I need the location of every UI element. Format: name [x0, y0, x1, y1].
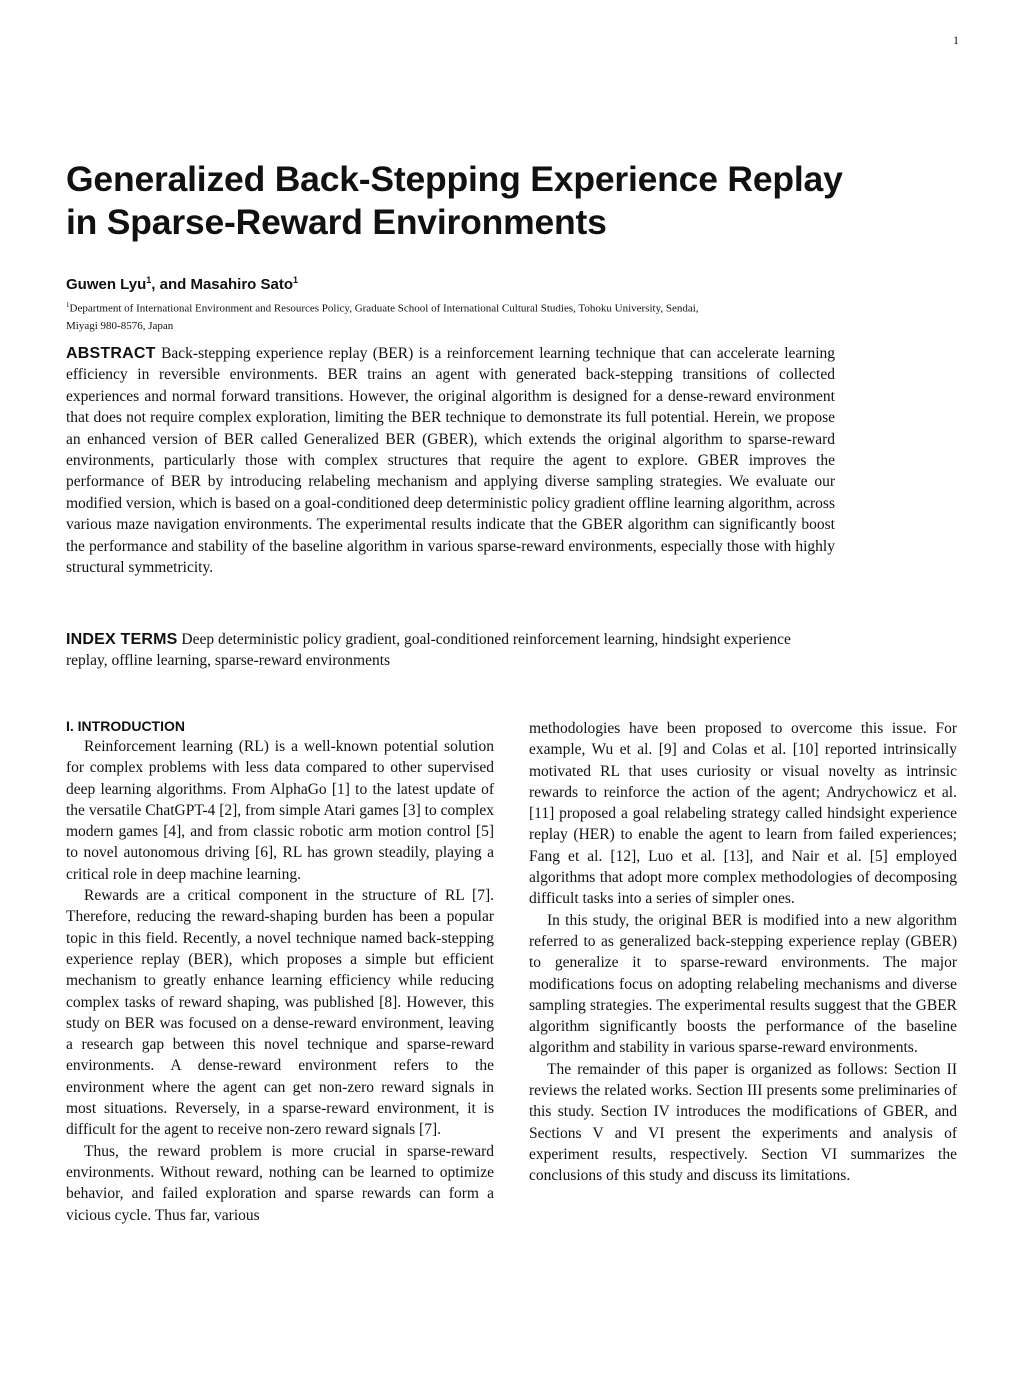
affiliation-line-2: Miyagi 980-8576, Japan — [66, 319, 174, 332]
body-paragraph: Rewards are a critical component in the structure of RL [7]. Therefore, reducing the reward-shaping burden has been a popular topic in this field. Recently, a novel technique named back-stepping experience replay (BER), which proposes a simple but efficient mechanism to greatly enhance learning efficiency while reducing complex tasks of reward shaping, was published [8]. However, this study on BER was focused on a dense-reward environment, leaving a research gap between this novel technique and sparse-reward environments. A dense-reward environment refers to the environment where the agent can get non-zero reward signals in most situations. Reversely, in a sparse-reward environment, it is difficult for the agent to receive non-zero reward signals [7]. — [66, 887, 494, 1139]
body-paragraph: Thus, the reward problem is more crucial in sparse-reward environments. Without reward, nothing can be learned to optimize behavior, and failed exploration and sparse rewards can form a vicious cycle. Thus far, various — [66, 1142, 494, 1224]
paper-title — [66, 158, 966, 244]
affiliation-mark: 1 — [66, 301, 70, 309]
abstract-label: ABSTRACT — [66, 345, 156, 362]
body-paragraph: Reinforcement learning (RL) is a well-known potential solution for complex problems with less data compared to other supervised deep learning algorithms. From AlphaGo [1] to the latest update of the versatile ChatGPT-4 [2], from simple Atari games [3] to complex modern games [4], and from classic robotic arm motion control [5] to novel autonomous driving [6], RL has grown steadily, playing a critical role in deep machine learning. — [66, 738, 494, 883]
author-name: Guwen Lyu — [66, 276, 147, 293]
page-number: 1 — [953, 33, 959, 47]
index-terms — [66, 629, 835, 672]
author-name: Masahiro Sato — [190, 276, 293, 293]
abstract — [66, 343, 835, 578]
index-terms-text: Deep deterministic policy gradient, goal-conditioned reinforcement learning, hindsight experience replay, offline learning, sparse-reward environments — [66, 631, 791, 670]
affiliation — [66, 297, 846, 335]
body-paragraph: methodologies have been proposed to overcome this issue. For example, Wu et al. [9] and Colas et al. [10] reported intrinsically motivated RL that uses curiosity or visual novelty as intrinsic rewards to reinforce the action of the agent; Andrychowicz et al. [11] proposed a goal relabeling strategy called hindsight experience replay (HER) to enable the agent to learn from failed experiences; Fang et al. [12], Luo et al. [13], and Nair et al. [5] employed algorithms that adopt more complex methodologies of decomposing difficult tasks into a series of simpler ones. — [529, 720, 957, 908]
body-paragraph: In this study, the original BER is modified into a new algorithm referred to as generalized back-stepping experience replay (GBER) to generalize it to sparse-reward environments. The major modifications focus on adopting relabeling mechanisms and diverse sampling strategies. The experimental results suggest that the GBER algorithm significantly boosts the performance of the baseline algorithm and stability in various sparse-reward environments. — [529, 911, 957, 1057]
right-column — [529, 718, 957, 1187]
affiliation-text: Department of International Environment and Resources Policy, Graduate School of International Cultural Studies, Tohoku University, Sendai, — [69, 302, 699, 315]
abstract-text: Back-stepping experience replay (BER) is a reinforcement learning technique that can accelerate learning efficiency in reversible environments. BER trains an agent with generated back-stepping transitions of collected experiences and normal forward transitions. However, the original algorithm is designed for a dense-reward environment that does not require complex exploration, limiting the BER technique to demonstrate its full potential. Herein, we propose an enhanced version of BER called Generalized BER (GBER), which extends the original algorithm to sparse-reward environments, particularly those with complex structures that require the agent to explore. GBER improves the performance of BER by introducing relabeling mechanism and applying diverse sampling strategies. We evaluate our modified version, which is based on a goal-conditioned deep deterministic policy gradient offline learning algorithm, across various maze navigation environments. The experimental results indicate that the GBER algorithm can significantly boost the performance and stability of the baseline algorithm in various sparse-reward environments, especially those with highly structural symmetricity. — [66, 345, 836, 577]
author-affiliation-mark: 1 — [146, 275, 152, 285]
title-line-2: in Sparse-Reward Environments — [66, 202, 607, 242]
section-heading-introduction: I. INTRODUCTION — [66, 718, 185, 734]
author-affiliation-mark: 1 — [293, 275, 299, 285]
affiliation-line-1 — [66, 297, 846, 318]
title-line-1: Generalized Back-Stepping Experience Replay — [66, 159, 843, 199]
index-terms-label: INDEX TERMS — [66, 631, 178, 648]
author-list — [66, 275, 298, 293]
body-paragraph: The remainder of this paper is organized as follows: Section II reviews the related works. Section III presents some preliminaries of this study. Section IV introduces the modifications of GBER, and Sections V and VI present the experiments and analysis of experiment results, respectively. Section VI summarizes the conclusions of this study and discuss its limitations. — [529, 1060, 957, 1185]
author-joiner: , and — [151, 276, 191, 293]
left-column — [66, 715, 494, 1226]
